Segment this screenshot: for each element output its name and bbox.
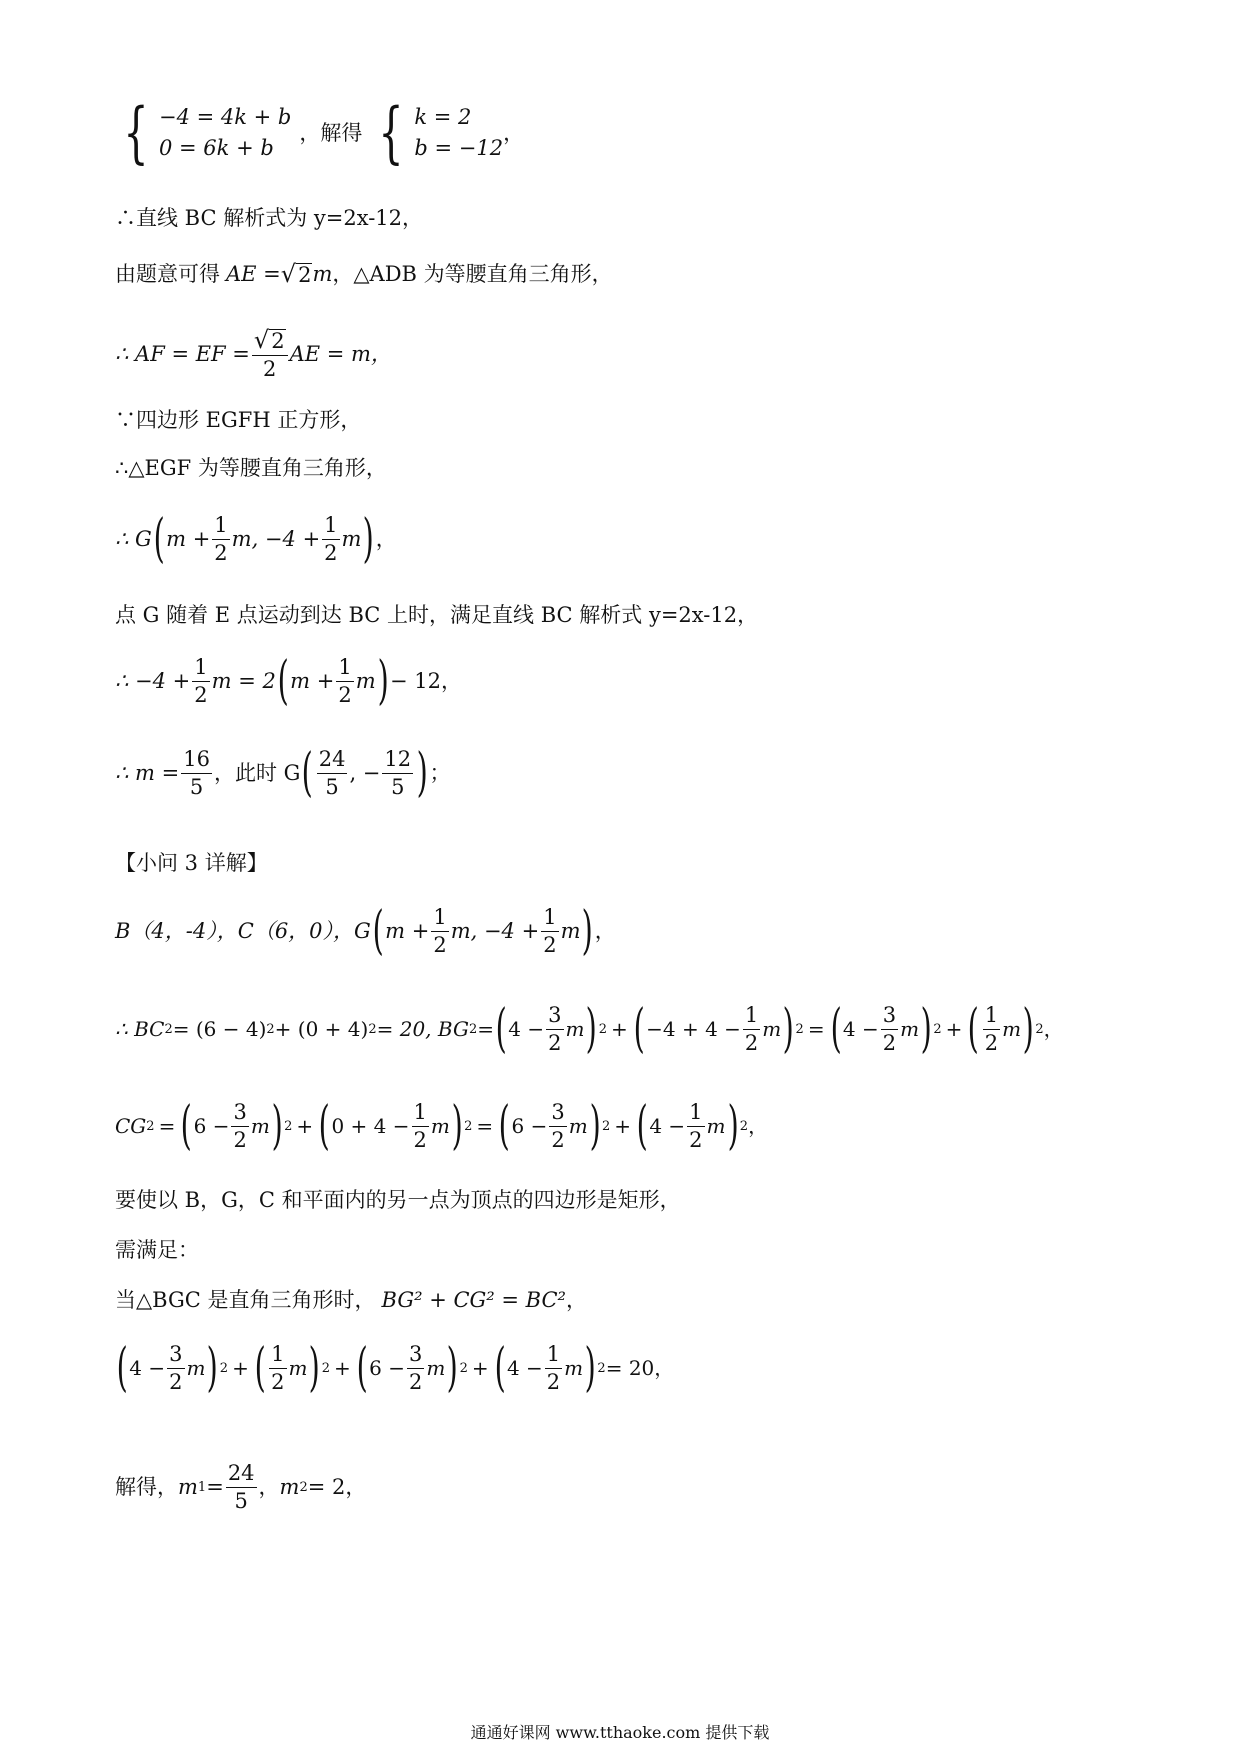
text-line-need: 需满足： [115, 1238, 199, 1262]
text-line-egf-triangle: ∴△EGF 为等腰直角三角形， [115, 456, 387, 480]
text-line-bc-formula: ∴直线 BC 解析式为 y=2x-12， [115, 206, 424, 230]
text-line-points: B（4，-4），C（6，0），G ( m + $\frac{1}{2}$ m, −4 + $\frac{1}{2}$ m ) ， [115, 901, 616, 961]
text-line-g-coords: ∴ G ( m + $\frac{1}{2}$ m, −4 + $\frac{1}{2}$ m ) ， [115, 509, 397, 569]
text-line-right-triangle: 当△BGC 是直角三角形时， BG² + CG² = BC² ， [115, 1288, 587, 1312]
footer-watermark: 通通好课网 www.tthaoke.com 提供下载 [470, 1723, 770, 1742]
section-heading-q3: 【小问 3 详解】 [115, 851, 268, 875]
equation-system-line: { −4 = 4k + b 0 = 6k + b ，解得 { k = 2 b = −12 ， [123, 94, 525, 171]
text-line-af-ef: ∴ AF = EF = √ 2 2 AE = m， [115, 326, 392, 381]
text-line-ae: 由题意可得 AE = √ 2 m ，△ADB 为等腰直角三角形， [115, 260, 613, 288]
text-line-m-value: ∴ m = $\frac{16}{5}$ ，此时 G ( $\frac{24}{5}$ , − $\frac{12}{5}$ ) ； [115, 743, 451, 803]
text-line-rectangle-condition: 要使以 B，G，C 和平面内的另一点为顶点的四边形是矩形， [115, 1188, 681, 1212]
text-line-solutions: 解得， m 1 = $\frac{24}{5}$ ， m 2 = 2， [115, 1461, 367, 1513]
text-line-bc-bg-squared: ∴ BC 2 = (6 − 4) 2 + (0 + 4) 2 = 20, BG 2 = ( 4 − $\frac{3}{2}$ m ) 2 + ( −4 + 4 − $\frac{1}{2}$ m ) 2 = ( 4 − $\frac{3}{2}$ m ) 2 + ( $\frac{1}{2}$ m ) 2 ， [115, 999, 1064, 1059]
text-line-sum-equation: ( 4 − $\frac{3}{2}$ m ) 2 + ( $\frac{1}{2}$ m ) 2 + ( 6 − $\frac{3}{2}$ m ) 2 + ( 4 − $\frac{1}{2}$ m ) 2 = 20， [116, 1338, 675, 1398]
text-line-g-on-bc: 点 G 随着 E 点运动到达 BC 上时，满足直线 BC 解析式 y=2x-12， [115, 603, 759, 627]
text-line-square: ∵四边形 EGFH 正方形， [115, 408, 362, 432]
text-line-equation-m: ∴ −4 + $\frac{1}{2}$ m = 2 ( m + $\frac{1}{2}$ m ) − 12， [115, 651, 462, 711]
text-line-cg-squared: CG 2 = ( 6 − $\frac{3}{2}$ m ) 2 + ( 0 + 4 − $\frac{1}{2}$ m ) 2 = ( 6 − $\frac{3}{2}$ m ) 2 + ( 4 − $\frac{1}{2}$ m ) 2 ， [115, 1096, 769, 1156]
